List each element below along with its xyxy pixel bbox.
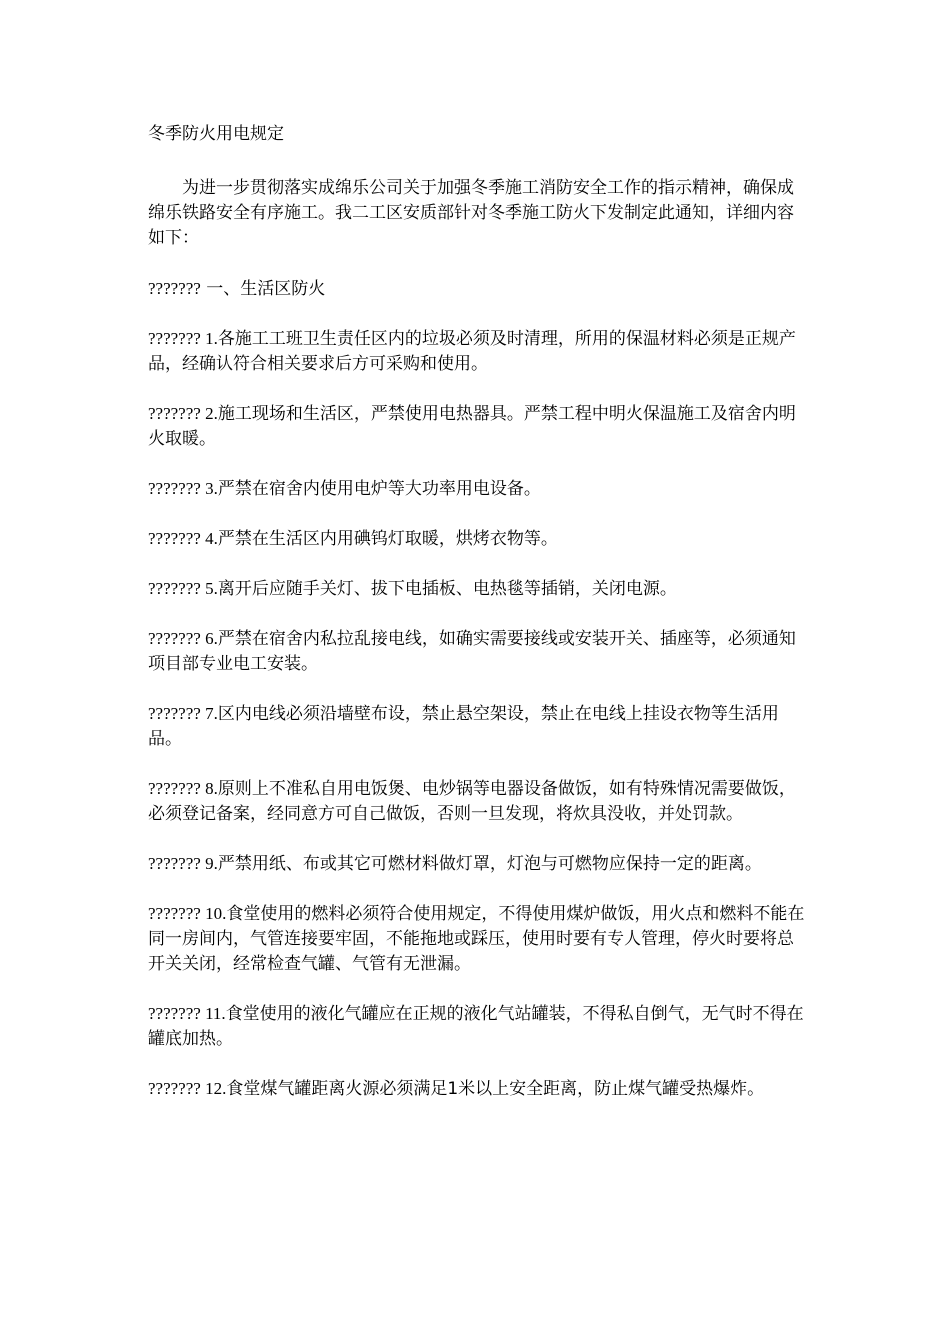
document-title: 冬季防火用电规定 [148,124,284,144]
item-text: 食堂煤气罐距离火源必须满足1米以上安全距离，防止煤气罐受热爆炸。 [226,1079,765,1099]
list-item [148,576,808,602]
list-item [148,326,808,377]
list-item [148,701,808,752]
item-number: ??????? 5. [148,579,218,598]
item-number: ??????? 3. [148,479,218,498]
item-number: ??????? 9. [148,854,218,873]
document-page [148,122,808,1126]
item-number: ??????? 2. [148,404,218,423]
item-text: 区内电线必须沿墙壁布设，禁止悬空架设，禁止在电线上挂设衣物等生活用品。 [148,704,779,749]
list-item [148,901,808,977]
item-text: 各施工工班卫生责任区内的垃圾必须及时清理，所用的保温材料必须是正规产品，经确认符合相关要求后方可采购和使用。 [148,329,796,374]
item-text: 离开后应随手关灯、拔下电插板、电热毯等插销，关闭电源。 [217,579,677,599]
item-text: 严禁在生活区内用碘钨灯取暖，烘烤衣物等。 [217,529,558,549]
item-number: ??????? 4. [148,529,218,548]
item-number: ??????? 10. [148,904,227,923]
list-item [148,626,808,677]
item-text: 严禁在宿舍内使用电炉等大功率用电设备。 [217,479,541,499]
list-item [148,1076,808,1102]
list-item [148,401,808,452]
item-text: 原则上不准私自用电饭煲、电炒锅等电器设备做饭，如有特殊情况需要做饭，必须登记备案，经同意方可自己做饭，否则一旦发现，将炊具没收，并处罚款。 [148,779,796,824]
list-item [148,1001,808,1052]
item-number: ??????? 7. [148,704,218,723]
section-label: 一、生活区防火 [200,279,326,299]
list-item [148,526,808,552]
list-item [148,776,808,827]
section-heading [148,276,808,302]
item-text: 施工现场和生活区，严禁使用电热器具。严禁工程中明火保温施工及宿舍内明火取暖。 [148,404,796,449]
item-number: ??????? 11. [148,1004,226,1023]
list-item [148,851,808,877]
list-item [148,476,808,502]
item-number: ??????? 6. [148,629,218,648]
item-text: 食堂使用的液化气罐应在正规的液化气站罐装，不得私自倒气，无气时不得在罐底加热。 [148,1004,804,1049]
item-text: 严禁在宿舍内私拉乱接电线，如确实需要接线或安装开关、插座等，必须通知项目部专业电工安装。 [148,629,796,674]
item-text: 严禁用纸、布或其它可燃材料做灯罩，灯泡与可燃物应保持一定的距离。 [217,854,762,874]
intro-paragraph: 为进一步贯彻落实成绵乐公司关于加强冬季施工消防安全工作的指示精神，确保成绵乐铁路安全有序施工。我二工区安质部针对冬季施工防火下发制定此通知，详细内容如下： [148,178,794,248]
item-number: ??????? 8. [148,779,218,798]
item-number: ??????? 1. [148,329,218,348]
item-number: ??????? 12. [148,1079,227,1098]
section-prefix: ??????? [148,279,201,298]
item-text: 食堂使用的燃料必须符合使用规定，不得使用煤炉做饭，用火点和燃料不能在同一房间内，气管连接要牢固，不能拖地或踩压，使用时要有专人管理，停火时要将总开关关闭，经常检查气罐、气管有无泄漏。 [148,904,805,974]
